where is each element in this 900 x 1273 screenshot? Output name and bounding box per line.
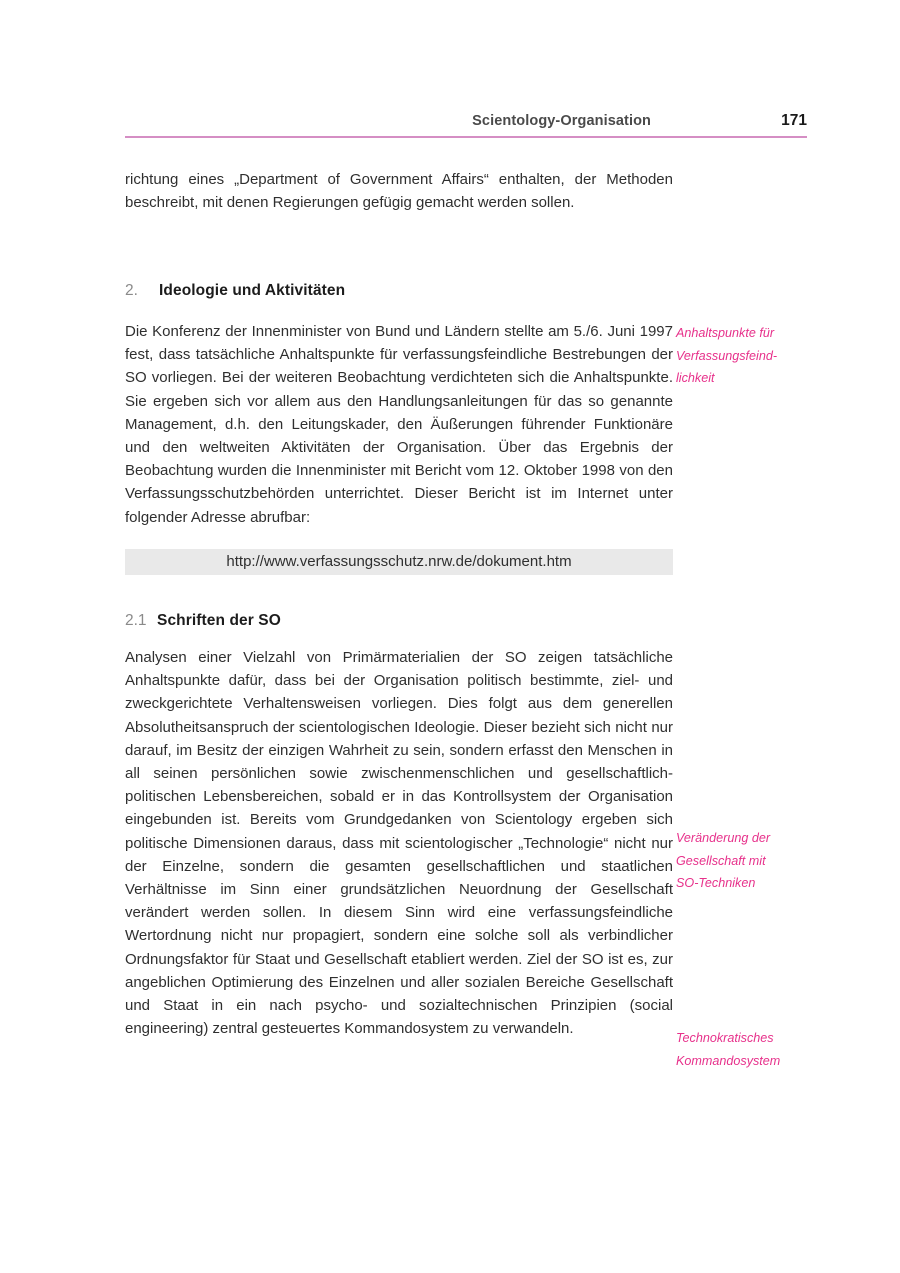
- running-head-title: Scientology-Organisation: [472, 113, 651, 129]
- section-heading-schriften-der-so: [125, 612, 281, 630]
- section-title: Ideologie und Aktivitäten: [159, 282, 346, 299]
- margin-note-line: Technokratisches: [676, 1031, 774, 1045]
- margin-note-anhaltspunkte: [676, 322, 816, 390]
- url-highlight-box: [125, 549, 673, 575]
- margin-note-line: Verfassungsfeind-: [676, 348, 778, 363]
- paragraph-innenministerkonferenz: Die Konferenz der Innenminister von Bund und Ländern stellte am 5./6. Juni 1997 fest, dass tatsächliche Anhaltspunkte für verfassungsfeindliche Bestrebungen der SO vorliegen. Bei der weiteren Beobachtung verdichteten sich die Anhaltspunkte. Sie ergeben sich vor allem aus den Handlungsanleitungen für das so genannte Management, d.h. den Leitungskader, den Äußerungen führender Funktionäre und den weltweiten Aktivitäten der Organisation. Über das Ergebnis der Beobachtung wurden die Innenminister mit Bericht vom 12. Oktober 1998 von den Verfassungsschutzbehörden unterrichtet. Dieser Bericht ist im Internet unter folgender Adresse abrufbar:: [125, 323, 673, 526]
- margin-note-line: lichkeit: [676, 371, 715, 386]
- margin-note-technokratisches: [676, 1027, 816, 1072]
- margin-note-line: Anhaltspunkte für: [676, 326, 775, 340]
- subsection-title: Schriften der SO: [157, 612, 281, 629]
- margin-note-line: Kommandosystem: [676, 1053, 781, 1068]
- section-heading-ideologie-und-aktivitaeten: [125, 282, 345, 300]
- header-rule-divider: [125, 136, 807, 138]
- paragraph-schriften-analyse: Analysen einer Vielzahl von Primärmaterialien der SO zeigen tatsächliche Anhaltspunkte dafür, dass bei der Organisation politisch bestimmte, ziel- und zweckgerichtete Verhaltensweisen vorliegen. Dies folgt aus dem generellen Absolutheitsanspruch der scientologischen Ideologie. Dieser bezieht sich nicht nur darauf, im Besitz der einzigen Wahrheit zu sein, sondern erfasst den Menschen in all seinen persönlichen sowie zwischenmenschlichen und gesellschaftlich-politischen Lebensbereichen, sobald er in das Kontrollsystem der Organisation eingebunden ist. Bereits vom Grundgedanken von Scientology ergeben sich politische Dimensionen daraus, dass mit scientologischer „Technologie“ nicht nur der Einzelne, sondern die gesamten gesellschaftlichen und staatlichen Verhältnisse im Sinn einer grundsätzlichen Neuordnung der Gesellschaft verändert werden sollen. In diesem Sinn wird eine verfassungsfeindliche Wertordnung nicht nur propagiert, sondern eine solche soll als verbindlicher Ordnungsfaktor für Staat und Gesellschaft etabliert werden. Ziel der SO ist es, zur angeblichen Optimierung des Einzelnen und aller sozialen Bereiche Gesellschaft und Staat in ein nach psycho- und sozialtechnischen Prinzipien (social engineering) zentral gesteuertes Kommandosystem zu verwandeln.: [125, 649, 673, 1038]
- paragraph-continuation: richtung eines „Department of Government Affairs“ enthalten, der Methoden beschreibt, mit denen Regierungen gefügig gemacht werden sollen.: [125, 171, 673, 212]
- margin-note-line: SO-Techniken: [676, 876, 756, 891]
- margin-note-veraenderung: [676, 827, 816, 895]
- url-text[interactable]: http://www.verfassungsschutz.nrw.de/dokument.htm: [125, 549, 673, 575]
- margin-note-line: Veränderung der: [676, 831, 771, 845]
- page-number: 171: [781, 112, 807, 129]
- section-number: 2.: [125, 282, 138, 299]
- running-head: [125, 112, 807, 130]
- subsection-number: 2.1: [125, 612, 147, 629]
- margin-note-line: Gesellschaft mit: [676, 853, 766, 868]
